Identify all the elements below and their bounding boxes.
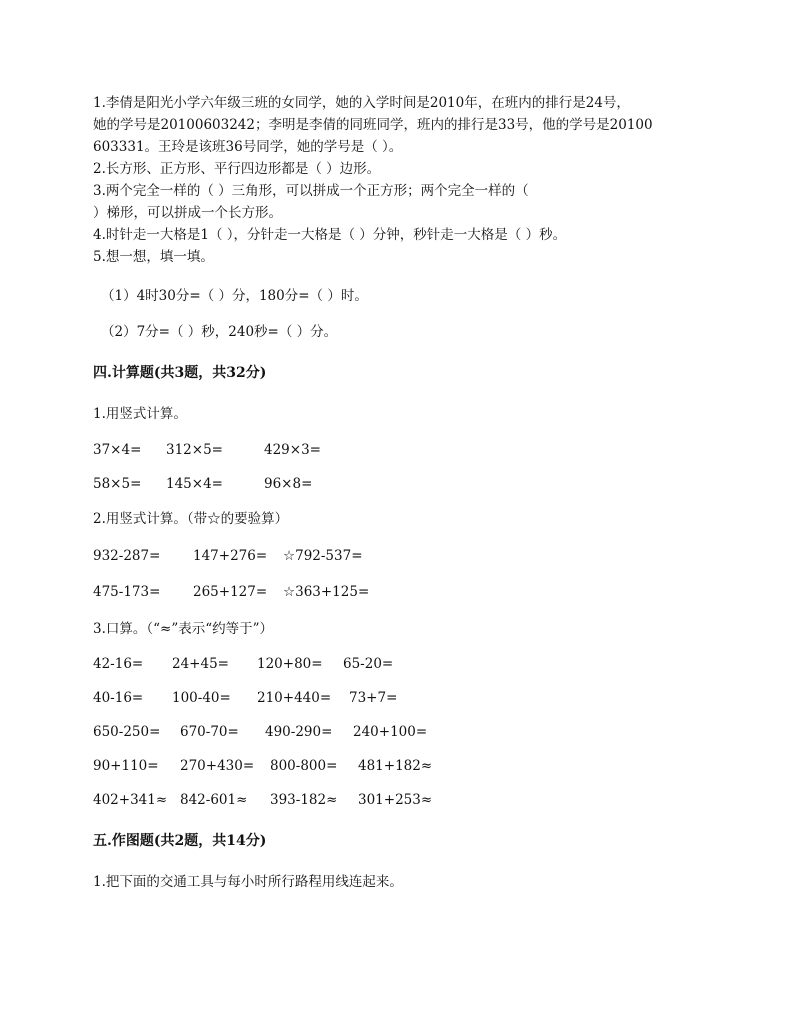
- expression: 265+127=: [193, 584, 268, 600]
- q2-text: 2.长方形、正方形、平行四边形都是（ ）边形。: [93, 161, 381, 177]
- expression: 120+80=: [257, 656, 323, 672]
- q5-text: 5.想一想，填一填。: [93, 249, 214, 265]
- calc-q2-title: 2.用竖式计算。（带☆的要验算）: [93, 511, 289, 527]
- section-5-heading: 五.作图题(共2题，共14分): [93, 833, 267, 849]
- drawing-q1-text: 1.把下面的交通工具与每小时所行路程用线连起来。: [93, 874, 403, 890]
- expression: 429×3=: [264, 442, 321, 458]
- expression: 240+100=: [353, 724, 428, 740]
- expression: ☆792-537=: [283, 548, 363, 564]
- expression: 37×4=: [93, 442, 142, 458]
- expression: 210+440=: [257, 690, 332, 706]
- expression: 402+341≈: [93, 792, 168, 808]
- expression: 490-290=: [265, 724, 333, 740]
- q1-line-1: 1.李倩是阳光小学六年级三班的女同学，她的入学时间是2010年，在班内的排行是24号，: [93, 95, 630, 111]
- expression: 58×5=: [93, 476, 142, 492]
- expression: 42-16=: [93, 656, 144, 672]
- expression: 301+253≈: [358, 792, 433, 808]
- expression: 145×4=: [166, 476, 223, 492]
- expression: 312×5=: [166, 442, 223, 458]
- q3-line-1: 3.两个完全一样的（ ）三角形，可以拼成一个正方形；两个完全一样的（: [93, 183, 529, 199]
- q5-sub-1: （1）4时30分=（ ）分，180分=（ ）时。: [101, 288, 368, 304]
- expression: 147+276=: [193, 548, 268, 564]
- q3-line-2: ）梯形，可以拼成一个长方形。: [93, 205, 282, 221]
- expression: 40-16=: [93, 690, 144, 706]
- expression: 650-250=: [93, 724, 161, 740]
- expression: 270+430=: [180, 758, 255, 774]
- expression: 393-182≈: [270, 792, 338, 808]
- expression: 481+182≈: [358, 758, 433, 774]
- expression: 475-173=: [93, 584, 161, 600]
- q5-sub-2: （2）7分=（ ）秒，240秒=（ ）分。: [101, 324, 338, 340]
- expression: 800-800=: [270, 758, 338, 774]
- q4-text: 4.时针走一大格是1（ ），分针走一大格是（ ）分钟，秒针走一大格是（ ）秒。: [93, 227, 567, 243]
- expression: 90+110=: [93, 758, 159, 774]
- expression: ☆363+125=: [283, 584, 370, 600]
- expression: 932-287=: [93, 548, 161, 564]
- expression: 100-40=: [172, 690, 231, 706]
- calc-q3-title: 3.口算。（“≈”表示“约等于”）: [93, 621, 274, 637]
- calc-q1-title: 1.用竖式计算。: [93, 406, 187, 422]
- expression: 65-20=: [343, 656, 394, 672]
- expression: 24+45=: [172, 656, 229, 672]
- section-4-heading: 四.计算题(共3题，共32分): [93, 365, 267, 381]
- expression: 842-601≈: [180, 792, 248, 808]
- q1-line-3: 603331。王玲是该班36号同学，她的学号是（ ）。: [93, 139, 403, 155]
- expression: 670-70=: [180, 724, 239, 740]
- q1-line-2: 她的学号是20100603242；李明是李倩的同班同学，班内的排行是33号，他的学号是20100: [93, 117, 653, 133]
- expression: 96×8=: [264, 476, 313, 492]
- expression: 73+7=: [349, 690, 398, 706]
